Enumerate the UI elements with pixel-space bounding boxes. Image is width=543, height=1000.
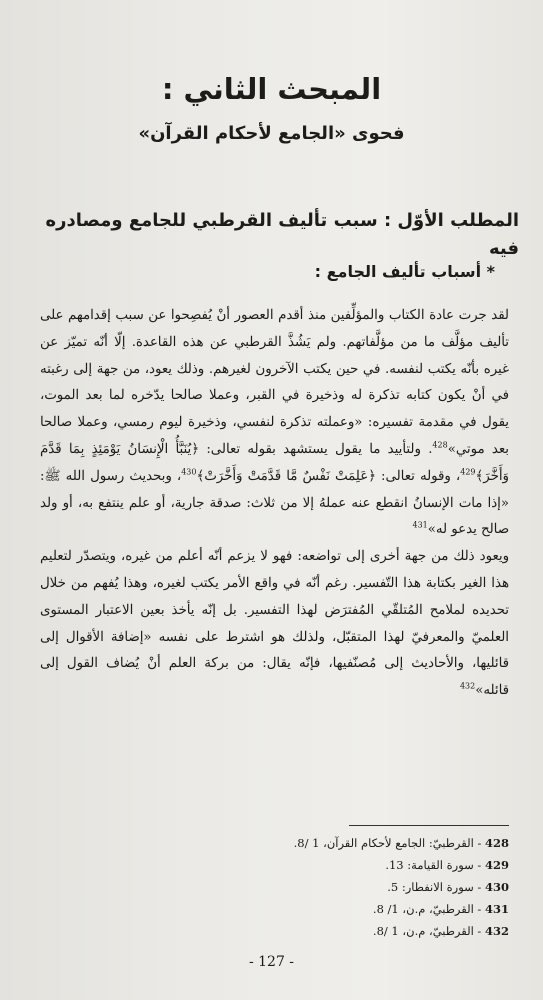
paragraph-text: . ولتأييد ما يقول يستشهد بقوله تعالى: ﴿يُنَبَّأُ الْإِنسَانُ يَوْمَئِذٍ بِمَا قَدَّمَ وَأَخَّرَ﴾ (40, 441, 509, 484)
footnote-text: - القرطبيّ: الجامع لأحكام القرآن، 1 /8. (293, 836, 485, 850)
paragraph-1 (40, 303, 509, 544)
footnote-number: 429 (484, 858, 509, 872)
footnote-item (150, 876, 509, 898)
paragraph-text: ويعود ذلك من جهة أخرى إلى تواضعه: فهو لا يزعم أنّه أعلم من غيره، ويتصدّر لتعليم هذا الغير بكتابة هذا التّفسير. رغم أنّه في واقع الأمر يكتب لغيره، وهذا يُفهم من خلال تحديده لملامح المُتلقّي المُفترَض لهذا التفسير. بل إنّه يأخذ بعين الاعتبار المستوى العلميّ والمعرفيّ لهذا المتقبّل، ولذلك هو اشترط على نفسه «إضافة الأقوال إلى قائليها، والأحاديث إلى مُصنّفيها، فإنّه يقال: من بركة العلم أنْ يُضاف القول إلى قائله» (40, 549, 509, 699)
footnote-divider (349, 825, 509, 826)
body-text (40, 303, 509, 705)
paragraph-text: ، وبحديث رسول الله ﷺ: «إذا مات الإنسانُ انقطع عنه عملهُ إلا من ثلاث: صدقة جارية، أو علم ينتفع به، أو ولد صالح يدعو له» (40, 468, 509, 538)
paragraph-text: ، وقوله تعالى: ﴿عَلِمَتْ نَفْسٌ مَّا قَدَّمَتْ وَأَخَّرَتْ﴾ (196, 468, 461, 484)
chapter-subtitle: فحوى «الجامع لأحكام القرآن» (138, 123, 405, 144)
footnote-number: 431 (484, 902, 509, 916)
footnote-ref[interactable]: 432 (459, 681, 476, 691)
footnote-number: 432 (484, 924, 509, 938)
footnote-text: - القرطبيّ، م.ن، 1 /8. (372, 924, 485, 938)
footnote-text: - سورة الانفطار: 5. (387, 880, 485, 894)
footnotes-list (150, 832, 509, 942)
paragraph-text: لقد جرت عادة الكتاب والمؤلِّفين منذ أقدم العصور أنْ يُفصِحوا عن سبب إقدامهم على تأليف مؤلَّف ما من مؤلَّفاتهم. ولم يَشُذَّ القرطبي عن هذه القاعدة. إلّا أنّه تميّز عن غيره بأنّه يكتب لنفسه. في حين يكتب الآخرون لغيرهم. وذلك يعود، من جهة إلى رغبته في أنْ يكون كتابه تذكرة له وذخيرة في القبر، وعملا صالحا يدّخره لما بعد الموت، يقول في مقدمة تفسيره: «وعملته تذكرة لنفسي، وذخيرة ليوم رمسي، وعملا صالحا بعد موتي» (40, 308, 510, 457)
section-title: المطلب الأوّل : سبب تأليف القرطبي للجامع ومصادره فيه (45, 210, 519, 259)
footnote-item (150, 920, 509, 942)
footnote-item (150, 898, 509, 920)
footnote-ref[interactable]: 431 (412, 520, 428, 530)
footnote-number: 428 (484, 836, 509, 850)
footnote-text: - سورة القيامة: 13. (385, 858, 485, 872)
footnote-ref[interactable]: 428 (432, 440, 448, 450)
footnote-number: 430 (484, 880, 509, 894)
paragraph-2 (40, 544, 509, 705)
footnote-text: - القرطبيّ، م.ن، 1/ 8. (372, 902, 485, 916)
chapter-title: المبحث الثاني : (161, 72, 382, 106)
footnote-item (150, 854, 509, 876)
footnote-ref[interactable]: 430 (181, 467, 197, 477)
subsection-title: * أسباب تأليف الجامع : (314, 262, 495, 281)
footnote-ref[interactable]: 429 (460, 467, 476, 477)
page-number: - 127 - (248, 954, 295, 970)
footnote-item (150, 832, 509, 854)
